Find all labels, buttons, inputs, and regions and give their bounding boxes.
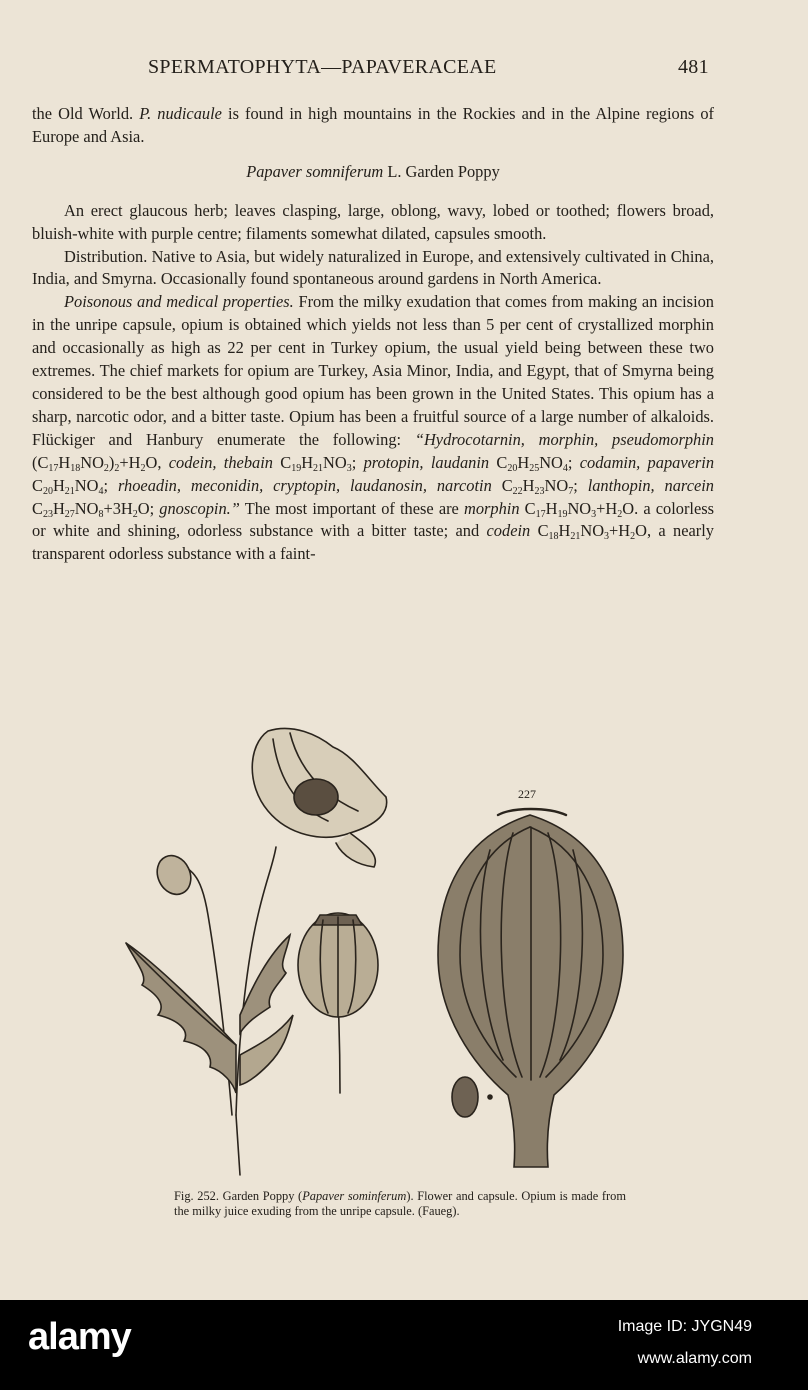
poppy-illustration [118,715,658,1185]
body-text [32,103,714,566]
intro-paragraph: the Old World. P. nudicaule is found in high mountains in the Rockies and in the Alpine regions of Europe and Asia. [32,104,715,146]
brand-logo: alamy [28,1316,131,1358]
poppy-engraving [118,715,658,1185]
properties-paragraph: Poisonous and medical properties. From the milky exudation that comes from making an incision in the unripe capsule, opium is obtained which yields not less than 5 per cent of crystallized morphin and occasionally as high as 22 per cent in Turkey opium, the usual yield being between these two extremes. The chief markets for opium are Turkey, Asia Minor, India, and Egypt, that of Smyrna being considered to be the best although good opium has been grown in the United States. This opium has a sharp, narcotic odor, and a bitter taste. Opium has been a fruitful source of a large number of alkaloids. Flückiger and Hanbury enumerate the following: “Hydrocotarnin, morphin, pseudomorphin $(C_{17}H_{18}NO_2)_2+H_2O$, codein, thebain $C_{19}H_{21}NO_3$; protopin, laudanin $C_{20}H_{25}NO_4$; codamin, papaverin $C_{20}H_{21}NO_4$; rhoeadin, meconidin, cryptopin, laudanosin, narcotin $C_{22}H_{23}NO_7$; lanthopin, narcein $C_{23}H_{27}NO_8+3H_2O$; gnoscopin.” The most important of these are morphin $C_{17}H_{19}NO_3+H_2O$. a colorless or white and shining, odorless substance with a bitter taste; and codein $C_{18}H_{21}NO_3+H_2O$, a nearly transparent odorless substance with a faint- [32,292,715,564]
image-id: Image ID: JYGN49 [617,1318,752,1335]
poppy-seed [452,1077,478,1117]
poppy-leaf-right [240,935,290,1033]
site-url: www.alamy.com [637,1350,752,1367]
page-number: 481 [678,56,709,78]
poppy-leaf-left [126,943,236,1093]
description-paragraph: An erect glaucous herb; leaves clasping, large, oblong, wavy, lobed or toothed; flowers broad, bluish-white with purple centre; filaments somewhat dilated, capsules smooth. [32,200,714,243]
running-head [0,56,808,82]
running-title: SPERMATOPHYTA—PAPAVERACEAE [148,56,497,78]
species-heading: Papaver somniferum L. Garden Poppy [246,161,500,181]
figure-caption: Fig. 252. Garden Poppy (Papaver sominferum). Flower and capsule. Opium is made from the milky juice exuding from the unripe capsule. (Faueg). [174,1189,626,1218]
watermark-footer [0,1300,808,1390]
figure-number-label: 227 [518,787,536,801]
bud-stem [180,865,232,1115]
distribution-paragraph: Distribution. Native to Asia, but widely naturalized in Europe, and extensively cultivated in China, India, and Smyrna. Occasionally found spontaneous around gardens in North America. [32,246,714,289]
poppy-bud [151,850,197,900]
flower-centre [294,779,338,815]
